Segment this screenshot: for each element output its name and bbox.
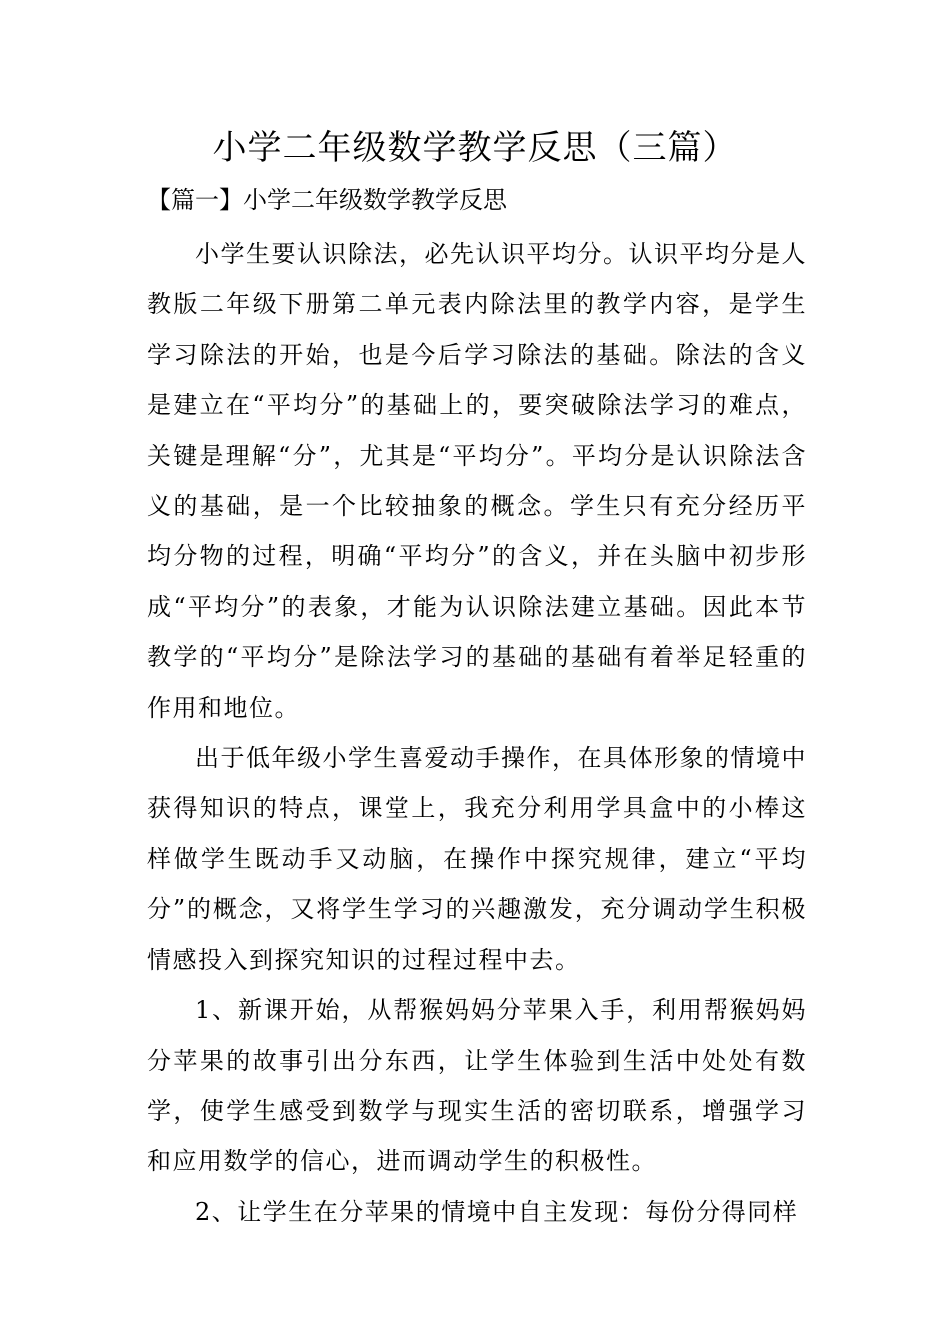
paragraph-3: 1、新课开始，从帮猴妈妈分苹果入手，利用帮猴妈妈分苹果的故事引出分东西，让学生体验到生活中处处有数学，使学生感受到数学与现实生活的密切联系，增强学习和应用数学的信心，进而调动学生的积极性。	[147, 996, 807, 1176]
document-body	[147, 229, 807, 1237]
document-title: 小学二年级数学教学反思（三篇）	[212, 128, 738, 168]
paragraph-2: 出于低年级小学生喜爱动手操作，在具体形象的情境中获得知识的特点，课堂上，我充分利用学具盒中的小棒这样做学生既动手又动脑，在操作中探究规律，建立“平均分”的概念，又将学生学习的兴趣激发，充分调动学生积极情感投入到探究知识的过程过程中去。	[147, 744, 807, 974]
section-heading: 【篇一】小学二年级数学教学反思	[147, 186, 507, 214]
paragraph-1: 小学生要认识除法，必先认识平均分。认识平均分是人教版二年级下册第二单元表内除法里的教学内容，是学生学习除法的开始，也是今后学习除法的基础。除法的含义是建立在“平均分”的基础上的，要突破除法学习的难点，关键是理解“分”，尤其是“平均分”。平均分是认识除法含义的基础，是一个比较抽象的概念。学生只有充分经历平均分物的过程，明确“平均分”的含义，并在头脑中初步形成“平均分”的表象，才能为认识除法建立基础。因此本节教学的“平均分”是除法学习的基础的基础有着举足轻重的作用和地位。	[147, 240, 807, 722]
paragraph-4: 2、让学生在分苹果的情境中自主发现：每份分得同样	[195, 1197, 799, 1226]
